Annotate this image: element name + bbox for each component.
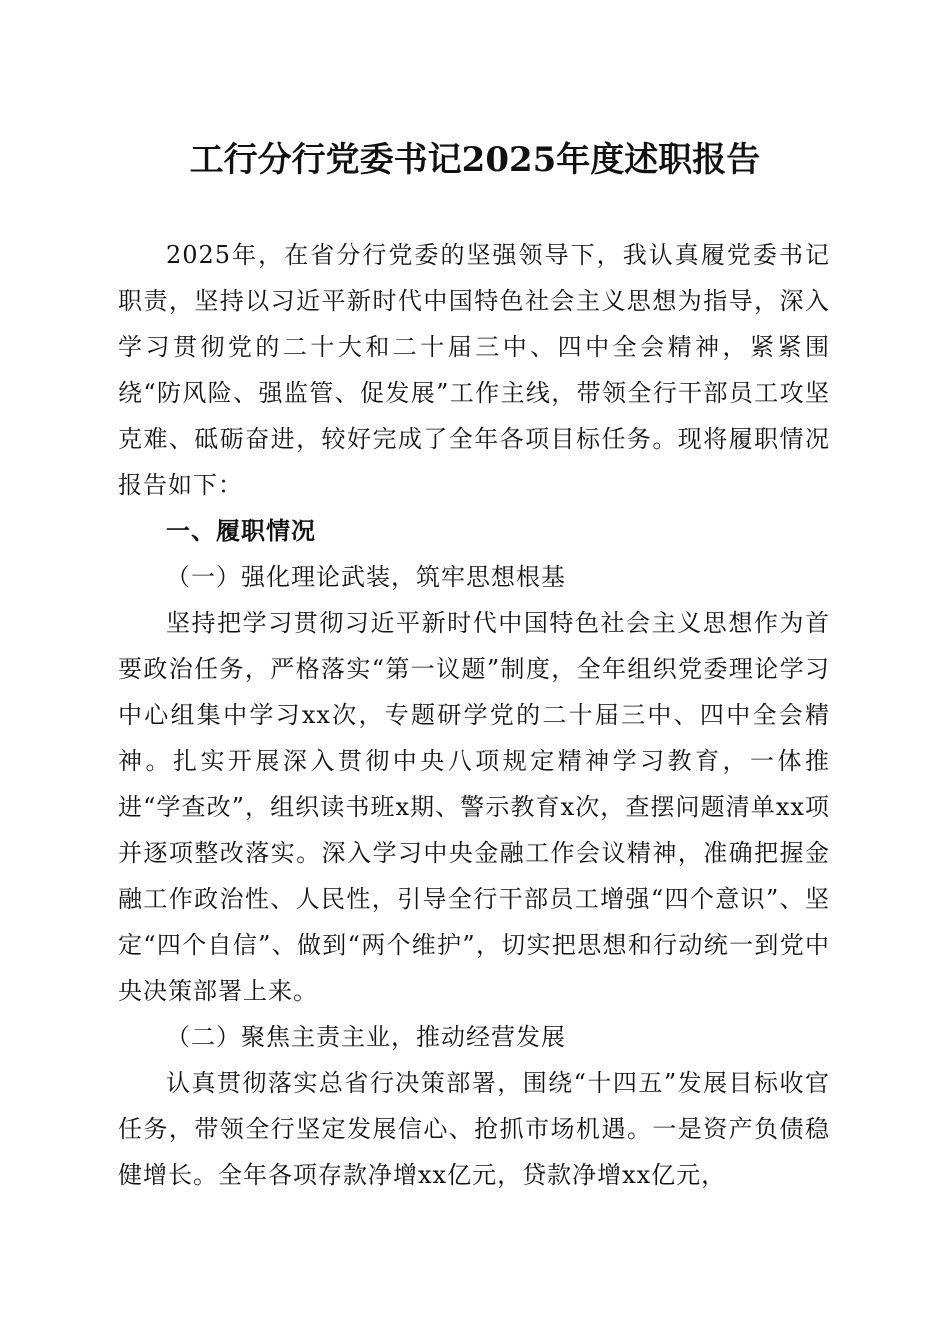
subsection-heading-business: （二）聚焦主责主业，推动经营发展 (166, 1023, 566, 1051)
section-heading-performance: 一、履职情况 (166, 517, 316, 545)
document-body (118, 232, 830, 1198)
intro-paragraph: 2025年，在省分行党委的坚强领导下，我认真履党委书记职责，坚持以习近平新时代中国特色社会主义思想为指导，深入学习贯彻党的二十大和二十届三中、四中全会精神，紧紧围绕“防风险、强监管、促发展”工作主线，带领全行干部员工攻坚克难、砥砺奋进，较好完成了全年各项目标任务。现将履职情况报告如下： (118, 241, 830, 499)
subsection-body-theory: 坚持把学习贯彻习近平新时代中国特色社会主义思想作为首要政治任务，严格落实“第一议题”制度，全年组织党委理论学习中心组集中学习xx次，专题研学党的二十届三中、四中全会精神。扎实开展深入贯彻中央八项规定精神学习教育，一体推进“学查改”，组织读书班x期、警示教育x次，查摆问题清单xx项并逐项整改落实。深入学习中央金融工作会议精神，准确把握金融工作政治性、人民性，引导全行干部员工增强“四个意识”、坚定“四个自信”、做到“两个维护”，切实把思想和行动统一到党中央决策部署上来。 (118, 609, 830, 1005)
subsection-heading-theory: （一）强化理论武装，筑牢思想根基 (166, 563, 566, 591)
document-title: 工行分行党委书记2025年度述职报告 (189, 140, 761, 180)
subsection-body-business: 认真贯彻落实总省行决策部署，围绕“十四五”发展目标收官任务，带领全行坚定发展信心、抢抓市场机遇。一是资产负债稳健增长。全年各项存款净增xx亿元，贷款净增xx亿元， (118, 1069, 830, 1189)
